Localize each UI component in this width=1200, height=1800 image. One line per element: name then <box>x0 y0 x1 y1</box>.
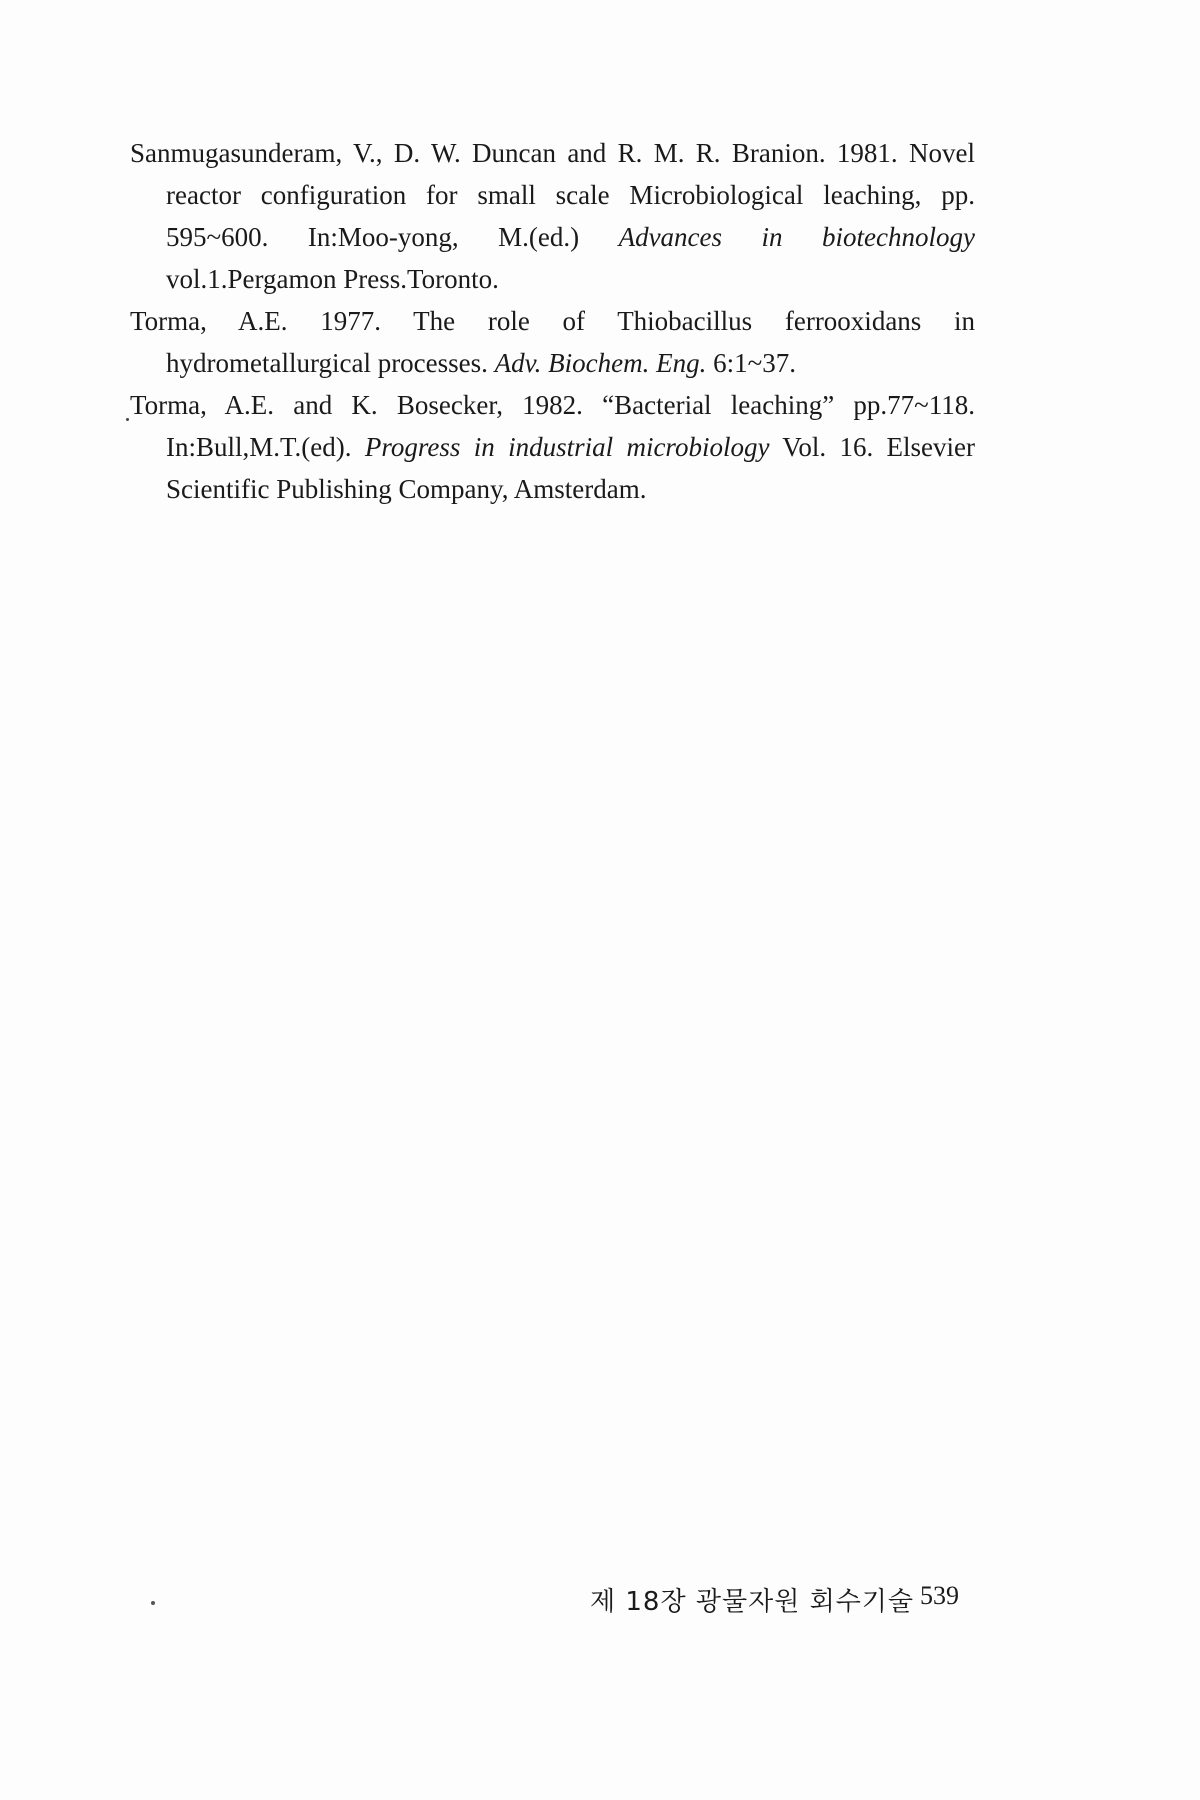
reference-source-title: Advances in biotechnology <box>618 222 975 252</box>
page-number: 539 <box>920 1581 959 1610</box>
page-footer <box>0 1573 1200 1633</box>
stray-mark <box>126 418 129 421</box>
reference-list <box>130 132 975 510</box>
reference-entry <box>130 300 975 384</box>
reference-entry <box>130 384 975 510</box>
chapter-title: 제 18장 광물자원 회수기술 <box>590 1587 915 1617</box>
reference-text: 6:1~37. <box>706 348 796 378</box>
reference-text: Vol. 16. Elsevier Scientific Publishing Company, Amsterdam. <box>166 432 976 504</box>
reference-source-title: Adv. Biochem. Eng. <box>494 348 707 378</box>
stray-mark <box>151 1601 155 1605</box>
reference-source-title: Progress in industrial microbiology <box>364 432 770 462</box>
reference-text: Torma, A.E. 1977. The role of Thiobacillus ferrooxidans in hydrometallurgical processes. <box>130 306 975 378</box>
reference-text: Torma, A.E. and K. Bosecker, 1982. “Bacterial leaching” pp.77~118. In:Bull,M.T.(ed). <box>130 390 975 462</box>
reference-text: Sanmugasunderam, V., D. W. Duncan and R. M. R. Branion. 1981. Novel reactor configuration for small scale Microbiological leaching, pp. 595~600. In:Moo-yong, M.(ed.) <box>130 138 975 252</box>
reference-text: vol.1.Pergamon Press.Toronto. <box>166 264 499 294</box>
reference-entry <box>130 132 975 300</box>
